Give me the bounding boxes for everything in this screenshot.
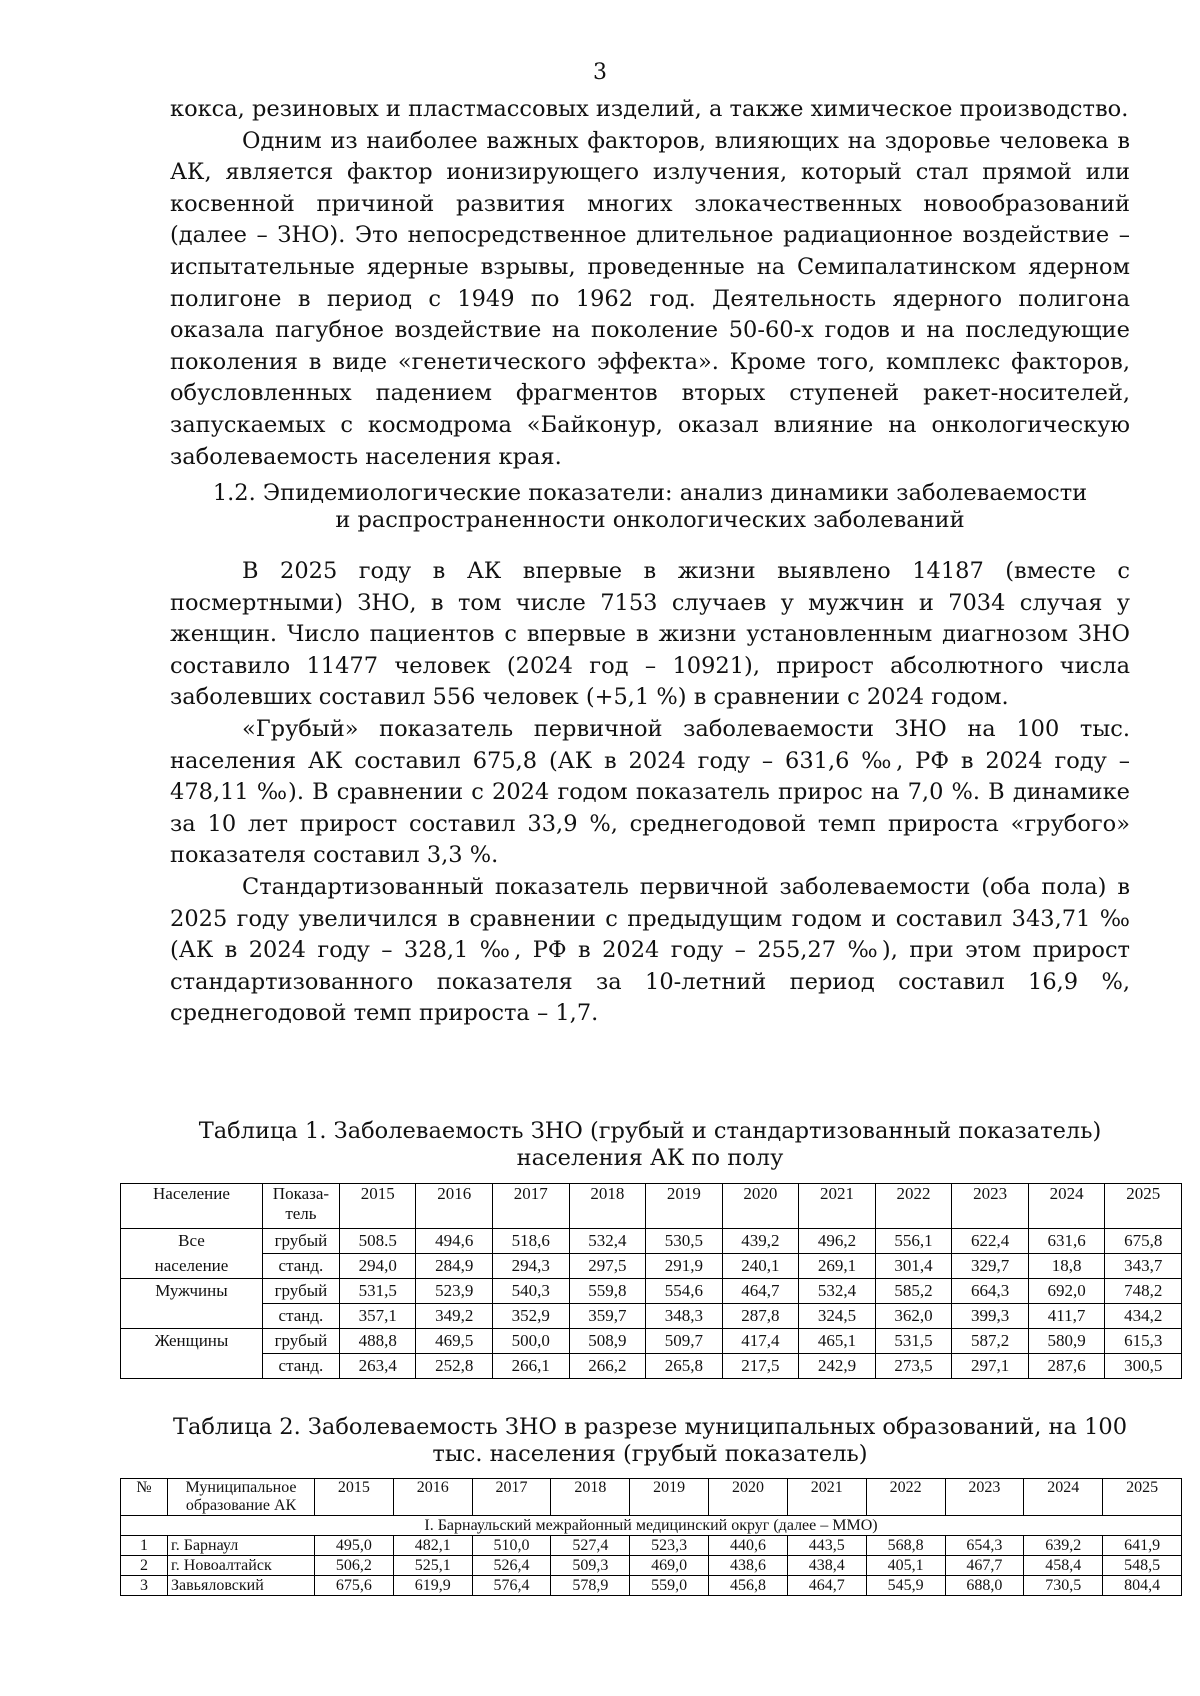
table-row [121,1229,1182,1254]
value-cell: 438,6 [709,1556,788,1576]
value-cell: 559,8 [569,1279,646,1304]
municipality-name: г. Барнаул [168,1536,315,1556]
section-title-line-2: и распространенности онкологических заболеваний [335,507,965,533]
table-2-caption [150,1414,1150,1468]
table-row [121,1254,1182,1279]
row-number: 3 [121,1576,168,1596]
indicator-cell: станд. [262,1254,339,1279]
value-cell: 664,3 [952,1279,1029,1304]
table-2-caption-line-2: тыс. населения (грубый показатель) [432,1441,868,1467]
value-cell: 352,9 [493,1304,570,1329]
group-cell: Мужчины [121,1279,263,1304]
value-cell: 329,7 [952,1254,1029,1279]
value-cell: 523,9 [416,1279,493,1304]
value-cell: 494,6 [416,1229,493,1254]
value-cell: 509,3 [551,1556,630,1576]
value-cell: 287,8 [722,1304,799,1329]
value-cell: 587,2 [952,1329,1029,1354]
group-cell [121,1304,263,1329]
header-year: 2015 [315,1479,394,1516]
value-cell: 532,4 [799,1279,876,1304]
section-title-line-1: 1.2. Эпидемиологические показатели: анализ динамики заболеваемости [212,480,1088,506]
value-cell: 496,2 [799,1229,876,1254]
indicator-cell: грубый [262,1329,339,1354]
value-cell: 465,1 [799,1329,876,1354]
value-cell: 434,2 [1105,1304,1182,1329]
value-cell: 526,4 [472,1556,551,1576]
value-cell: 545,9 [866,1576,945,1596]
value-cell: 548,5 [1103,1556,1182,1576]
value-cell: 417,4 [722,1329,799,1354]
value-cell: 509,7 [646,1329,723,1354]
header-year: 2021 [787,1479,866,1516]
header-year: 2020 [722,1184,799,1229]
value-cell: 411,7 [1028,1304,1105,1329]
table-1-caption-line-2: населения АК по полу [516,1145,784,1171]
value-cell: 692,0 [1028,1279,1105,1304]
group-cell: население [121,1254,263,1279]
value-cell: 580,9 [1028,1329,1105,1354]
header-year: 2021 [799,1184,876,1229]
header-indicator: Показа-тель [262,1184,339,1229]
value-cell: 439,2 [722,1229,799,1254]
value-cell: 641,9 [1103,1536,1182,1556]
value-cell: 399,3 [952,1304,1029,1329]
value-cell: 266,2 [569,1354,646,1379]
header-year: 2017 [472,1479,551,1516]
header-year: 2023 [945,1479,1024,1516]
indicator-cell: грубый [262,1229,339,1254]
value-cell: 469,5 [416,1329,493,1354]
paragraph-2: Одним из наиболее важных факторов, влияющих на здоровье человека в АК, является фактор ионизирующего излучения, который стал прямой или косвенной причиной развития многих злокачественных новообразований (далее – ЗНО). Это непосредственное длительное радиационное воздействие – испытательные ядерные взрывы, проведенные на Семипалатинском ядерном полигоне в период с 1949 по 1962 год. Деятельность ядерного полигона оказала пагубное воздействие на поколение 50-60-х годов и на последующие поколения в виде «генетического эффекта». Кроме того, комплекс факторов, обусловленных падением фрагментов вторых ступеней ракет-носителей, запускаемых с космодрома «Байконур, оказал влияние на онкологическую заболеваемость населения края. [170,127,1130,470]
value-cell: 301,4 [875,1254,952,1279]
value-cell: 532,4 [569,1229,646,1254]
group-cell: Все [121,1229,263,1254]
value-cell: 556,1 [875,1229,952,1254]
paragraph-4: «Грубый» показатель первичной заболеваемости ЗНО на 100 тыс. населения АК составил 675,8 (АК в 2024 году – 631,6 ‰, РФ в 2024 году – 478,11 ‰). В сравнении с 2024 годом показатель прирос на 7,0 %. В динамике за 10 лет прирост составил 33,9 %, среднегодовой темп прироста «грубого» показателя составил 3,3 %. [170,715,1130,869]
table-2-header-row [121,1479,1182,1516]
table-row [121,1304,1182,1329]
value-cell: 688,0 [945,1576,1024,1596]
value-cell: 488,8 [339,1329,416,1354]
value-cell: 523,3 [630,1536,709,1556]
value-cell: 495,0 [315,1536,394,1556]
table-row [121,1576,1182,1596]
value-cell: 359,7 [569,1304,646,1329]
page-number: 3 [593,60,607,85]
value-cell: 518,6 [493,1229,570,1254]
group-cell [121,1354,263,1379]
value-cell: 804,4 [1103,1576,1182,1596]
header-year: 2023 [952,1184,1029,1229]
header-year: 2019 [630,1479,709,1516]
value-cell: 540,3 [493,1279,570,1304]
value-cell: 240,1 [722,1254,799,1279]
value-cell: 576,4 [472,1576,551,1596]
value-cell: 508.5 [339,1229,416,1254]
header-year: 2016 [393,1479,472,1516]
header-year: 2019 [646,1184,723,1229]
value-cell: 467,7 [945,1556,1024,1576]
row-number: 1 [121,1536,168,1556]
value-cell: 464,7 [722,1279,799,1304]
value-cell: 458,4 [1024,1556,1103,1576]
value-cell: 506,2 [315,1556,394,1576]
value-cell: 284,9 [416,1254,493,1279]
municipality-name: г. Новоалтайск [168,1556,315,1576]
table-1-caption-line-1: Таблица 1. Заболеваемость ЗНО (грубый и стандартизованный показатель) [198,1118,1102,1144]
indicator-cell: станд. [262,1354,339,1379]
header-year: 2016 [416,1184,493,1229]
main-text [170,556,1130,1030]
value-cell: 615,3 [1105,1329,1182,1354]
municipality-name: Завьяловский [168,1576,315,1596]
value-cell: 675,6 [315,1576,394,1596]
value-cell: 482,1 [393,1536,472,1556]
value-cell: 469,0 [630,1556,709,1576]
table-2-caption-line-1: Таблица 2. Заболеваемость ЗНО в разрезе муниципальных образований, на 100 [172,1414,1128,1440]
value-cell: 622,4 [952,1229,1029,1254]
value-cell: 464,7 [787,1576,866,1596]
table-row [121,1556,1182,1576]
section-title [170,480,1130,534]
table-2 [120,1478,1182,1596]
value-cell: 508,9 [569,1329,646,1354]
intro-text [170,94,1130,473]
value-cell: 266,1 [493,1354,570,1379]
header-year: 2015 [339,1184,416,1229]
table-row [121,1279,1182,1304]
paragraph-5: Стандартизованный показатель первичной заболеваемости (оба пола) в 2025 году увеличился в сравнении с предыдущим годом и составил 343,71 ‰ (АК в 2024 году – 328,1 ‰, РФ в 2024 году – 255,27 ‰), при этом прирост стандартизованного показателя за 10-летний период составил 16,9 %, среднегодовой темп прироста – 1,7. [170,873,1130,1027]
value-cell: 510,0 [472,1536,551,1556]
header-year: 2022 [875,1184,952,1229]
value-cell: 730,5 [1024,1576,1103,1596]
paragraph-1: кокса, резиновых и пластмассовых изделий, а также химическое производство. [170,96,1129,122]
value-cell: 654,3 [945,1536,1024,1556]
header-municipality: Муниципальное образование АК [168,1479,315,1516]
table-1-header-row [121,1184,1182,1229]
value-cell: 675,8 [1105,1229,1182,1254]
value-cell: 294,0 [339,1254,416,1279]
value-cell: 343,7 [1105,1254,1182,1279]
value-cell: 269,1 [799,1254,876,1279]
table-row [121,1536,1182,1556]
value-cell: 748,2 [1105,1279,1182,1304]
header-year: 2018 [569,1184,646,1229]
value-cell: 349,2 [416,1304,493,1329]
table-1 [120,1183,1182,1379]
value-cell: 263,4 [339,1354,416,1379]
header-year: 2025 [1105,1184,1182,1229]
value-cell: 300,5 [1105,1354,1182,1379]
group-cell: Женщины [121,1329,263,1354]
value-cell: 297,5 [569,1254,646,1279]
value-cell: 531,5 [339,1279,416,1304]
value-cell: 568,8 [866,1536,945,1556]
value-cell: 456,8 [709,1576,788,1596]
value-cell: 500,0 [493,1329,570,1354]
header-year: 2024 [1028,1184,1105,1229]
value-cell: 443,5 [787,1536,866,1556]
value-cell: 559,0 [630,1576,709,1596]
value-cell: 291,9 [646,1254,723,1279]
value-cell: 297,1 [952,1354,1029,1379]
header-year: 2025 [1103,1479,1182,1516]
value-cell: 554,6 [646,1279,723,1304]
value-cell: 527,4 [551,1536,630,1556]
value-cell: 440,6 [709,1536,788,1556]
table-1-caption [150,1118,1150,1172]
table-row [121,1354,1182,1379]
value-cell: 525,1 [393,1556,472,1576]
value-cell: 438,4 [787,1556,866,1576]
value-cell: 530,5 [646,1229,723,1254]
table-row [121,1329,1182,1354]
indicator-cell: грубый [262,1279,339,1304]
value-cell: 348,3 [646,1304,723,1329]
header-population: Население [121,1184,263,1229]
header-year: 2017 [493,1184,570,1229]
district-row [121,1516,1182,1536]
value-cell: 265,8 [646,1354,723,1379]
paragraph-3: В 2025 году в АК впервые в жизни выявлено 14187 (вместе с посмертными) ЗНО, в том числе 7153 случаев у мужчин и 7034 случая у женщин. Число пациентов с впервые в жизни установленным диагнозом ЗНО составило 11477 человек (2024 год – 10921), прирост абсолютного числа заболевших составил 556 человек (+5,1 %) в сравнении с 2024 годом. [170,558,1130,711]
header-year: 2024 [1024,1479,1103,1516]
indicator-cell: станд. [262,1304,339,1329]
value-cell: 531,5 [875,1329,952,1354]
header-year: 2020 [709,1479,788,1516]
value-cell: 273,5 [875,1354,952,1379]
value-cell: 287,6 [1028,1354,1105,1379]
value-cell: 585,2 [875,1279,952,1304]
value-cell: 619,9 [393,1576,472,1596]
value-cell: 217,5 [722,1354,799,1379]
value-cell: 639,2 [1024,1536,1103,1556]
value-cell: 324,5 [799,1304,876,1329]
header-year: 2018 [551,1479,630,1516]
header-year: 2022 [866,1479,945,1516]
value-cell: 362,0 [875,1304,952,1329]
value-cell: 405,1 [866,1556,945,1576]
district-name: I. Барнаульский межрайонный медицинский округ (далее – ММО) [121,1516,1182,1536]
value-cell: 631,6 [1028,1229,1105,1254]
header-number: № [121,1479,168,1516]
value-cell: 252,8 [416,1354,493,1379]
row-number: 2 [121,1556,168,1576]
value-cell: 242,9 [799,1354,876,1379]
value-cell: 357,1 [339,1304,416,1329]
value-cell: 294,3 [493,1254,570,1279]
value-cell: 578,9 [551,1576,630,1596]
value-cell: 18,8 [1028,1254,1105,1279]
